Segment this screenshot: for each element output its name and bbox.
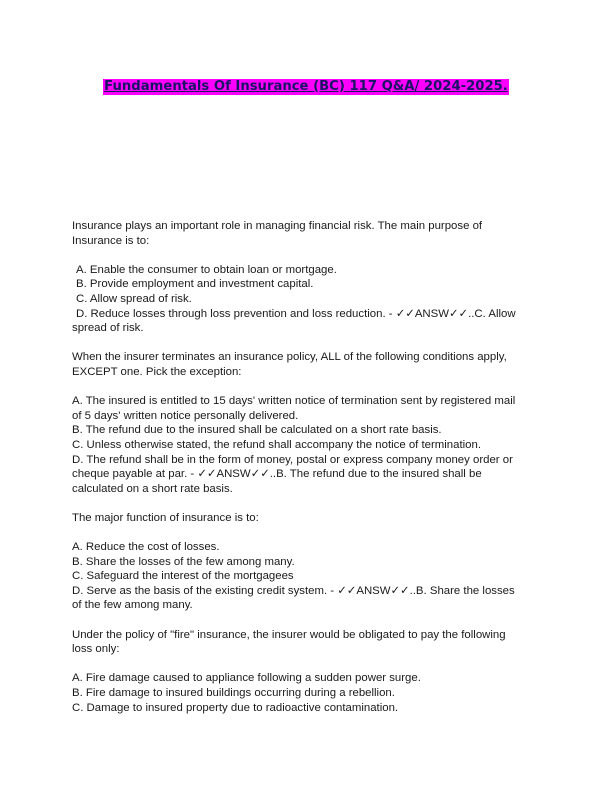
question-text: When the insurer terminates an insurance policy, ALL of the following conditions apply, <box>72 351 507 364</box>
answers-2 <box>72 394 542 496</box>
option-d-cont: spread of risk. <box>72 322 144 335</box>
option-d-cont: cheque payable at par. - ✓✓ANSW✓✓..B. The refund due to the insured shall be <box>72 468 482 481</box>
question-4 <box>72 628 542 657</box>
option-c: C. Damage to insured property due to radioactive contamination. <box>72 701 399 714</box>
option-d: D. Reduce losses through loss prevention and loss reduction. - ✓✓ANSW✓✓..C. Allow <box>76 307 516 320</box>
document-title: Fundamentals Of Insurance (BC) 117 Q&A/ 2024-2025. <box>104 79 508 94</box>
option-b: B. Share the losses of the few among many. <box>72 555 295 568</box>
document-body <box>72 219 542 730</box>
question-2 <box>72 350 542 379</box>
question-text: loss only: <box>72 643 120 656</box>
answers-4 <box>72 671 542 715</box>
question-text: The major function of insurance is to: <box>72 511 259 524</box>
option-c: C. Safeguard the interest of the mortgagees <box>72 570 294 583</box>
option-a: A. Reduce the cost of losses. <box>72 541 220 554</box>
question-1 <box>72 219 542 248</box>
option-a: A. The insured is entitled to 15 days' written notice of termination sent by registered mail <box>72 395 516 408</box>
question-3 <box>72 511 542 526</box>
question-text: Insurance is to: <box>72 234 150 247</box>
option-a: A. Enable the consumer to obtain loan or mortgage. <box>76 263 337 276</box>
question-text: Insurance plays an important role in managing financial risk. The main purpose of <box>72 220 483 232</box>
option-a-cont: of 5 days' written notice personally delivered. <box>72 409 299 422</box>
answers-1 <box>72 263 542 336</box>
option-b: B. The refund due to the insured shall be calculated on a short rate basis. <box>72 424 442 437</box>
option-c: C. Unless otherwise stated, the refund shall accompany the notice of termination. <box>72 438 482 451</box>
option-d-cont: calculated on a short rate basis. <box>72 482 233 495</box>
title-container <box>0 77 612 95</box>
option-d: D. Serve as the basis of the existing credit system. - ✓✓ANSW✓✓..B. Share the losses <box>72 584 515 597</box>
option-c: C. Allow spread of risk. <box>76 292 192 305</box>
option-d: D. The refund shall be in the form of money, postal or express company money order or <box>72 453 513 466</box>
question-text: EXCEPT one. Pick the exception: <box>72 365 242 378</box>
answers-3 <box>72 540 542 613</box>
option-d-cont: of the few among many. <box>72 599 193 612</box>
question-text: Under the policy of "fire" insurance, the insurer would be obligated to pay the following <box>72 628 506 641</box>
option-b: B. Provide employment and investment capital. <box>76 278 314 291</box>
option-b: B. Fire damage to insured buildings occurring during a rebellion. <box>72 687 395 699</box>
option-a: A. Fire damage caused to appliance following a sudden power surge. <box>72 672 421 685</box>
